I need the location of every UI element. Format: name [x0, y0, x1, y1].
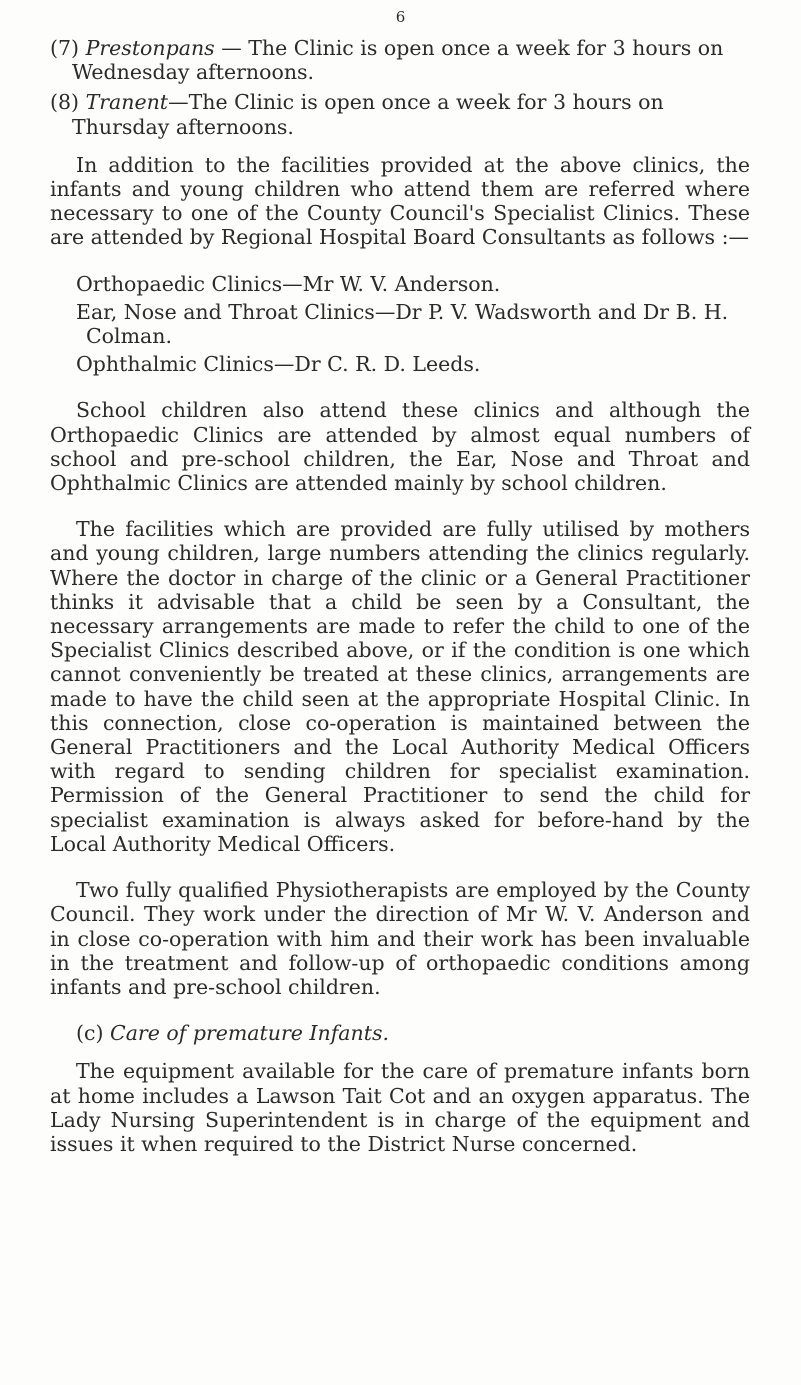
item-text: —The Clinic is open once a week for 3 hours on Thursday afternoons. [72, 90, 664, 139]
section-heading-premature [50, 1021, 750, 1045]
paragraph-physiotherapists: Two fully qualified Physiotherapists are employed by the County Council. They work under the direction of Mr W. V. Anderson and in close co-operation with him and their work has been invaluable in the treatment and follow-up of orthopaedic conditions among infants and pre-school children. [50, 878, 750, 999]
item-place: Tranent [85, 90, 169, 115]
item-number: (7) [50, 36, 80, 60]
clinic-schedule [50, 36, 750, 139]
paragraph-intro: In addition to the facilities provided at the above clinics, the infants and young children who attend them are referred where necessary to one of the County Council's Specialist Clinics. These are attended by Regional Hospital Board Consultants as follows :— [50, 152, 750, 250]
item-place: Prestonpans [85, 36, 215, 60]
paragraph-school-children: School children also attend these clinics and although the Orthopaedic Clinics are attended by almost equal numbers of school and pre-school children, the Ear, Nose and Throat and Ophthalmic Clinics are attended mainly by school children. [50, 398, 750, 496]
page-content [50, 36, 750, 1156]
section-title: Care of premature Infants. [110, 1021, 390, 1046]
item-number: (8) [50, 90, 80, 115]
clinic-orthopaedic: Orthopaedic Clinics—Mr W. V. Anderson. [76, 271, 501, 296]
page-number: 6 [395, 8, 406, 26]
paragraph-facilities: The facilities which are provided are fully utilised by mothers and young children, large numbers attending the clinics regularly. Where the doctor in charge of the clinic or a General Practitioner thinks it advisable that a child be seen by a Consultant, the necessary arrangements are made to refer the child to one of the Specialist Clinics described above, or if the condition is one which cannot conveniently be treated at these clinics, arrangements are made to have the child seen at the appropriate Hospital Clinic. In this connection, close co-operation is maintained between the General Practitioners and the Local Authority Medical Officers with regard to sending children for specialist examination. Permission of the General Practitioner to send the child for specialist examination is always asked for before-hand by the Local Authority Medical Officers. [50, 517, 750, 856]
clinic-ophthalmic: Ophthalmic Clinics—Dr C. R. D. Leeds. [76, 352, 481, 377]
specialist-clinic-list [50, 272, 750, 377]
paragraph-premature-infants: The equipment available for the care of premature infants born at home includes a Lawson Tait Cot and an oxygen apparatus. The Lady Nursing Superintendent is in charge of the equipment and issues it when required to the District Nurse concerned. [50, 1059, 750, 1156]
item-text: — The Clinic is open once a week for 3 hours on Wednesday afternoons. [72, 36, 724, 85]
schedule-item-tranent [50, 90, 750, 138]
section-label: (c) [76, 1021, 104, 1046]
clinic-ear-nose-throat: Ear, Nose and Throat Clinics—Dr P. V. Wadsworth and Dr B. H. Colman. [76, 299, 729, 349]
schedule-item-prestonpans [50, 36, 750, 84]
